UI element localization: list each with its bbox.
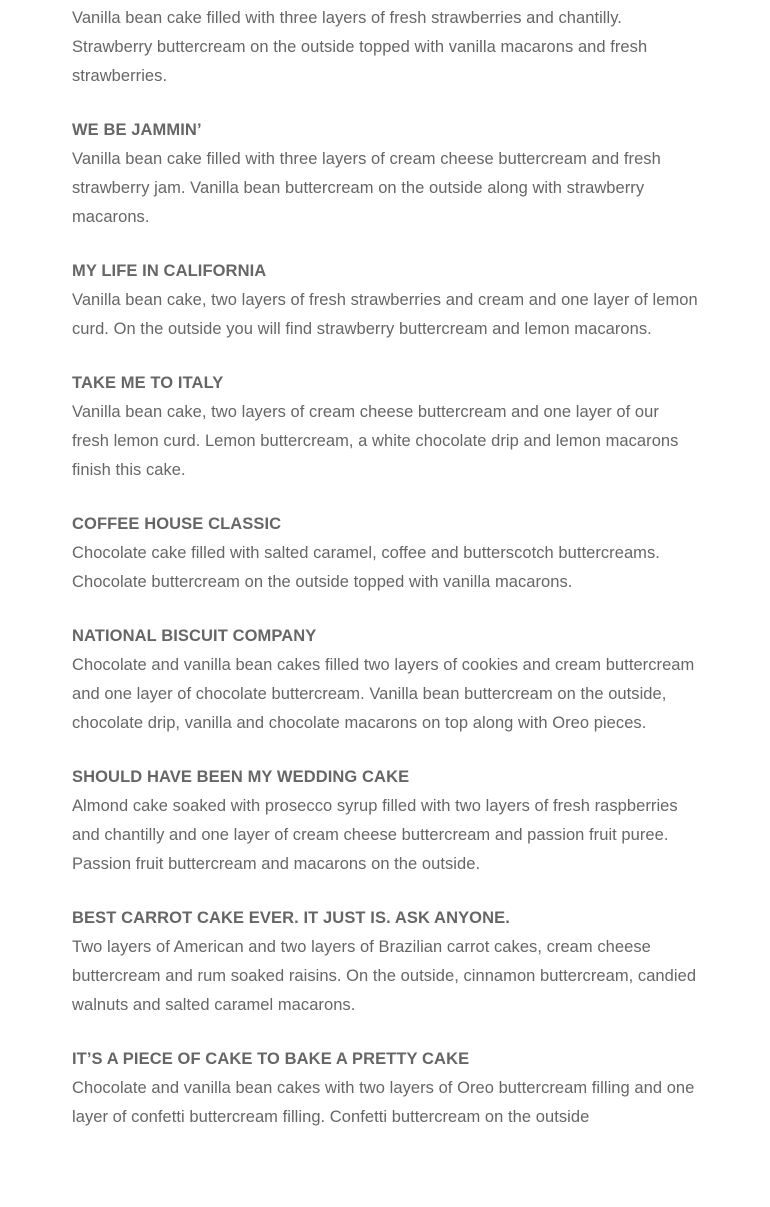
cake-item [72, 904, 700, 1020]
cake-title: COFFEE HOUSE CLASSIC [72, 515, 282, 533]
cake-description: Vanilla bean cake filled with three layers of fresh strawberries and chantilly. Strawberry buttercream on the outside topped with vanilla macarons and fresh strawberries. [72, 9, 648, 85]
cake-description: Two layers of American and two layers of Brazilian carrot cakes, cream cheese buttercream and rum soaked raisins. On the outside, cinnamon buttercream, candied walnuts and salted caramel macarons. [72, 938, 697, 1014]
cake-description: Almond cake soaked with prosecco syrup filled with two layers of fresh raspberries and chantilly and one layer of cream cheese buttercream and passion fruit puree. Passion fruit buttercream and macarons on the outside. [72, 797, 678, 873]
cake-title: SHOULD HAVE BEEN MY WEDDING CAKE [72, 768, 410, 786]
cake-title: IT’S A PIECE OF CAKE TO BAKE A PRETTY CAKE [72, 1050, 470, 1068]
cake-title: MY LIFE IN CALIFORNIA [72, 262, 267, 280]
cake-item [72, 510, 700, 597]
cake-title: TAKE ME TO ITALY [72, 374, 224, 392]
cake-description: Vanilla bean cake, two layers of cream cheese buttercream and one layer of our fresh lemon curd. Lemon buttercream, a white chocolate drip and lemon macarons finish this cake. [72, 403, 679, 479]
cake-item [72, 257, 700, 344]
cake-item [72, 116, 700, 232]
cake-item [72, 763, 700, 879]
cake-item [72, 0, 700, 91]
cake-description: Chocolate cake filled with salted caramel, coffee and butterscotch buttercreams. Chocolate buttercream on the outside topped with vanilla macarons. [72, 544, 660, 591]
cake-item [72, 622, 700, 738]
cake-title: NATIONAL BISCUIT COMPANY [72, 627, 317, 645]
cake-title: WE BE JAMMIN’ [72, 121, 202, 139]
cake-menu [72, 0, 700, 1157]
cake-description: Vanilla bean cake, two layers of fresh strawberries and cream and one layer of lemon curd. On the outside you will find strawberry buttercream and lemon macarons. [72, 291, 698, 338]
cake-item [72, 369, 700, 485]
cake-description: Chocolate and vanilla bean cakes filled two layers of cookies and cream buttercream and one layer of chocolate buttercream. Vanilla bean buttercream on the outside, chocolate drip, vanilla and chocolate macarons on top along with Oreo pieces. [72, 656, 695, 732]
cake-title: BEST CARROT CAKE EVER. IT JUST IS. ASK ANYONE. [72, 909, 510, 927]
cake-description: Vanilla bean cake filled with three layers of cream cheese buttercream and fresh strawberry jam. Vanilla bean buttercream on the outside along with strawberry macarons. [72, 150, 661, 226]
cake-item [72, 1045, 700, 1132]
cake-description: Chocolate and vanilla bean cakes with two layers of Oreo buttercream filling and one layer of confetti buttercream filling. Confetti buttercream on the outside [72, 1079, 695, 1126]
